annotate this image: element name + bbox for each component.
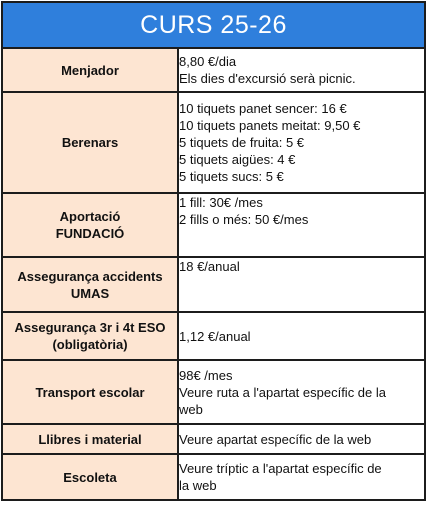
row-label-line: Assegurança accidents [17,268,163,284]
row-label-line: Aportació [59,209,121,224]
row-value-line: 18 €/anual [179,259,240,274]
row-value [178,424,425,454]
row-value-line: 10 tiquets panets meitat: 9,50 € [179,118,361,133]
row-value-line: 5 tiquets aigües: 4 € [179,152,296,167]
table-row-assegurança-eso [2,312,425,360]
row-value-line: Els dies d'excursió serà picnic. [179,71,356,86]
table-row-escoleta [2,454,425,500]
row-label-line: Llibres i material [38,431,142,447]
row-value [178,193,425,257]
title-row [2,2,425,48]
row-label [2,257,178,312]
row-label [2,454,178,500]
row-label-line: Berenars [61,135,119,150]
row-label-line: FUNDACIÓ [55,226,125,241]
row-value-line: 10 tiquets panet sencer: 16 € [179,101,347,116]
row-value-line: 2 fills o més: 50 €/mes [179,212,309,227]
row-label [2,424,178,454]
table-row-berenars [2,92,425,193]
row-value [178,454,425,500]
row-label-line: Escoleta [63,469,117,485]
row-value [178,257,425,312]
row-value-line: 1 fill: 30€ /mes [179,195,263,210]
row-label-line: Menjador [61,62,119,78]
row-label [2,92,178,193]
row-value-line: 5 tiquets sucs: 5 € [179,169,284,184]
table-row-menjador [2,48,425,92]
row-label-line: Transport escolar [35,384,145,400]
row-label-line: Assegurança 3r i 4t ESO [14,320,166,335]
table-row-llibres [2,424,425,454]
row-value-line: web [179,401,203,417]
row-value-line: 98€ /mes [179,367,233,383]
row-value [178,48,425,92]
row-value [178,92,425,193]
row-label [2,360,178,424]
row-value-line: 5 tiquets de fruita: 5 € [179,135,305,150]
row-value [178,360,425,424]
row-value-line: Veure apartat específic de la web [179,431,372,447]
row-value [178,312,425,360]
row-value-line: 1,12 €/anual [179,328,251,344]
row-label-line: UMAS [70,285,110,301]
row-label [2,193,178,257]
row-value-line: la web [179,478,217,493]
fees-table [1,1,426,501]
row-value-line: Veure ruta a l'apartat específic de la [179,384,386,400]
row-label-line: (obligatòria) [52,337,128,352]
row-label [2,48,178,92]
table-title: CURS 25-26 [2,2,425,48]
row-label [2,312,178,360]
row-value-line: 8,80 €/dia [179,54,237,69]
row-value-line: Veure tríptic a l'apartat específic de [179,461,382,476]
table-row-aportacio [2,193,425,257]
table-row-assegurança-accidents [2,257,425,312]
table-row-transport [2,360,425,424]
